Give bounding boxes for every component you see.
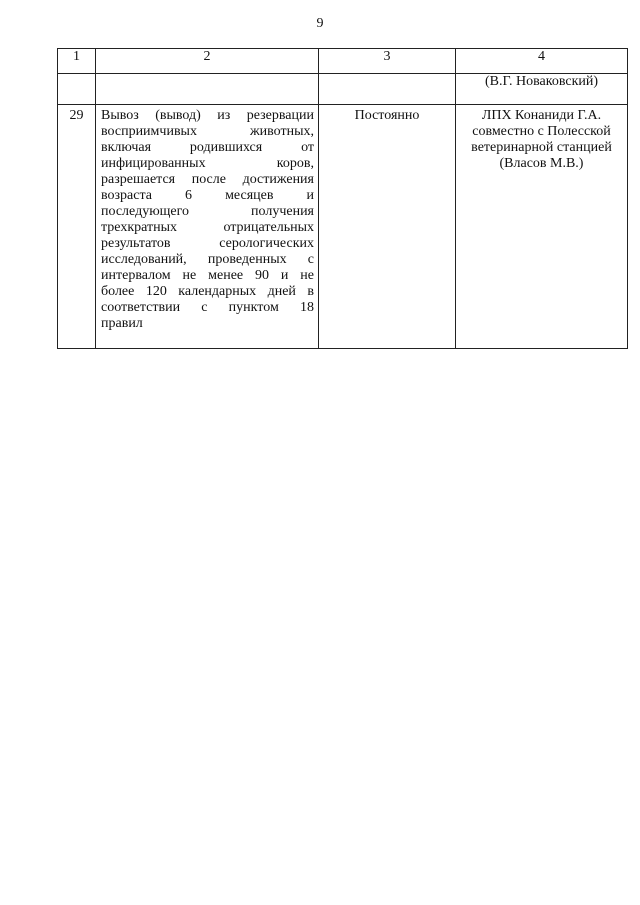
description-line: разрешается после достижения bbox=[101, 172, 314, 187]
responsible-line: ветеринарной станцией bbox=[471, 140, 612, 155]
description-line: результатов серологических bbox=[101, 236, 314, 251]
table-row bbox=[58, 105, 628, 349]
description-line: исследований, проведенных с bbox=[101, 252, 314, 267]
responsible-line: ЛПХ Конаниди Г.А. bbox=[481, 108, 602, 123]
column-header-4: 4 bbox=[456, 49, 628, 74]
description-line: трехкратных отрицательных bbox=[101, 220, 314, 235]
measure-period: Постоянно bbox=[319, 105, 456, 349]
description-line: последующего получения bbox=[101, 204, 314, 219]
measure-description bbox=[96, 105, 319, 349]
description-line: правил bbox=[101, 316, 143, 331]
responsible-line: совместно с Полесской bbox=[472, 124, 611, 139]
description-line: возраста 6 месяцев и bbox=[101, 188, 314, 203]
description-line: инфицированных коров, bbox=[101, 156, 314, 171]
continuation-row bbox=[58, 74, 628, 105]
description-line: более 120 календарных дней в bbox=[101, 284, 314, 299]
description-line: интервалом не менее 90 и не bbox=[101, 268, 314, 283]
responsible-line: (Власов М.В.) bbox=[499, 156, 584, 171]
continuation-cell-number bbox=[58, 74, 96, 105]
column-header-2: 2 bbox=[96, 49, 319, 74]
page-number: 9 bbox=[316, 16, 324, 31]
description-line: соответствии с пунктом 18 bbox=[101, 300, 314, 315]
continuation-cell-description bbox=[96, 74, 319, 105]
description-line: Вывоз (вывод) из резервации bbox=[101, 108, 314, 123]
continuation-cell-period bbox=[319, 74, 456, 105]
column-header-1: 1 bbox=[58, 49, 96, 74]
continuation-cell-responsible: (В.Г. Новаковский) bbox=[456, 74, 628, 105]
table-header-row bbox=[58, 49, 628, 74]
row-number: 29 bbox=[58, 105, 96, 349]
measure-responsible bbox=[456, 105, 628, 349]
description-line: включая родившихся от bbox=[101, 140, 314, 155]
description-line: восприимчивых животных, bbox=[101, 124, 314, 139]
measures-table bbox=[57, 48, 628, 349]
column-header-3: 3 bbox=[319, 49, 456, 74]
